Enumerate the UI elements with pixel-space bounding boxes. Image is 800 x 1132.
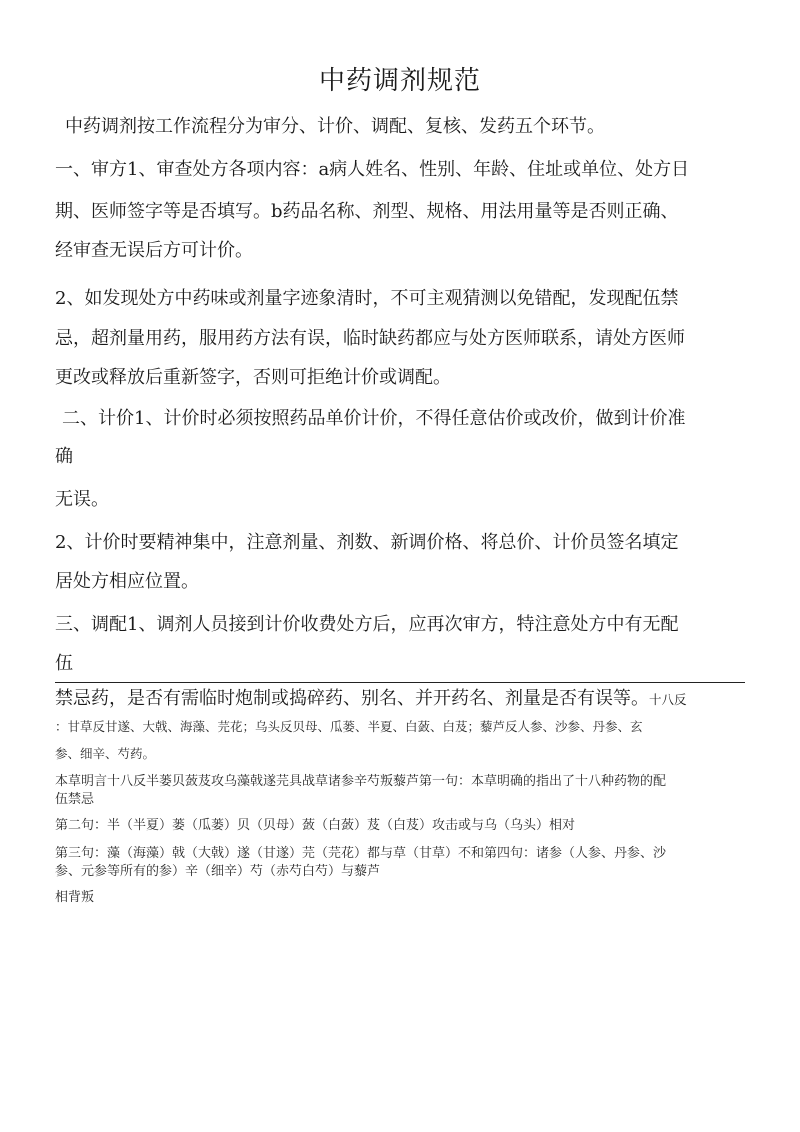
lower-line1-main: 禁忌药，是否有需临时炮制或捣碎药、别名、并开药名、剂量是否有误等。 — [55, 688, 649, 709]
section1-item2-line2: 忌，超剂量用药，服用药方法有误，临时缺药都应与处方医师联系，请处方医师 — [55, 328, 685, 349]
section2-line2: 确 — [55, 446, 73, 467]
section1-line1: 一、审方1、审查处方各项内容：a病人姓名、性别、年龄、住址或单位、处方日 — [55, 159, 690, 180]
section1-item2-line3: 更改或释放后重新签字，否则可拒绝计价或调配。 — [55, 367, 451, 388]
section2-item2-line2: 居处方相应位置。 — [55, 571, 199, 592]
lower-line1 — [55, 687, 687, 712]
note2-line: 第二句：半（半夏）蒌（瓜蒌）贝（贝母）蔹（白蔹）芨（白芨）攻击或与乌（乌头）相对 — [55, 818, 576, 833]
note1-line1: 本草明言十八反半蒌贝蔹芨攻乌藻戟遂芫具战草诸参辛芍叛藜芦第一句：本草明确的指出了十八种药物的配 — [55, 774, 667, 789]
lower-line1-tail: 十八反 — [649, 692, 687, 707]
section3-line1: 三、调配1、调剂人员接到计价收费处方后，应再次审方，特注意处方中有无配 — [55, 614, 679, 635]
section2-line3: 无误。 — [55, 489, 109, 510]
section1-line3: 经审查无误后方可计价。 — [55, 240, 253, 261]
lower-line3: 参、细辛、芍药。 — [55, 746, 156, 761]
section2-item2-line1: 2、计价时要精神集中，注意剂量、剂数、新调价格、将总价、计价员签名填定 — [55, 532, 679, 553]
note3-line1: 第三句：藻（海藻）戟（大戟）遂（甘遂）芫（芫花）都与草（甘草）不和第四句：诸参（人参、丹参、沙 — [55, 846, 667, 861]
section1-line2: 期、医师签字等是否填写。b药品名称、剂型、规格、用法用量等是否则正确、 — [55, 201, 679, 222]
note3-line2: 参、元参等所有的参）辛（细辛）芍（赤芍白芍）与藜芦 — [55, 864, 381, 879]
lower-line2: ：甘草反甘遂、大戟、海藻、芫花；乌头反贝母、瓜蒌、半夏、白蔹、白芨；藜芦反人参、沙参、丹参、玄 — [55, 719, 643, 734]
note4-line: 相背叛 — [55, 890, 95, 905]
note1-line2: 伍禁忌 — [55, 792, 95, 807]
section2-line1: 二、计价1、计价时必须按照药品单价计价，不得任意估价或改价，做到计价准 — [62, 408, 686, 429]
intro-paragraph: 中药调剂按工作流程分为审分、计价、调配、复核、发药五个环节。 — [65, 116, 605, 137]
horizontal-rule — [55, 682, 745, 683]
document-title: 中药调剂规范 — [318, 66, 481, 96]
section3-line2: 伍 — [55, 653, 73, 674]
section1-item2-line1: 2、如发现处方中药味或剂量字迹象清时，不可主观猜测以免错配，发现配伍禁 — [55, 288, 679, 309]
